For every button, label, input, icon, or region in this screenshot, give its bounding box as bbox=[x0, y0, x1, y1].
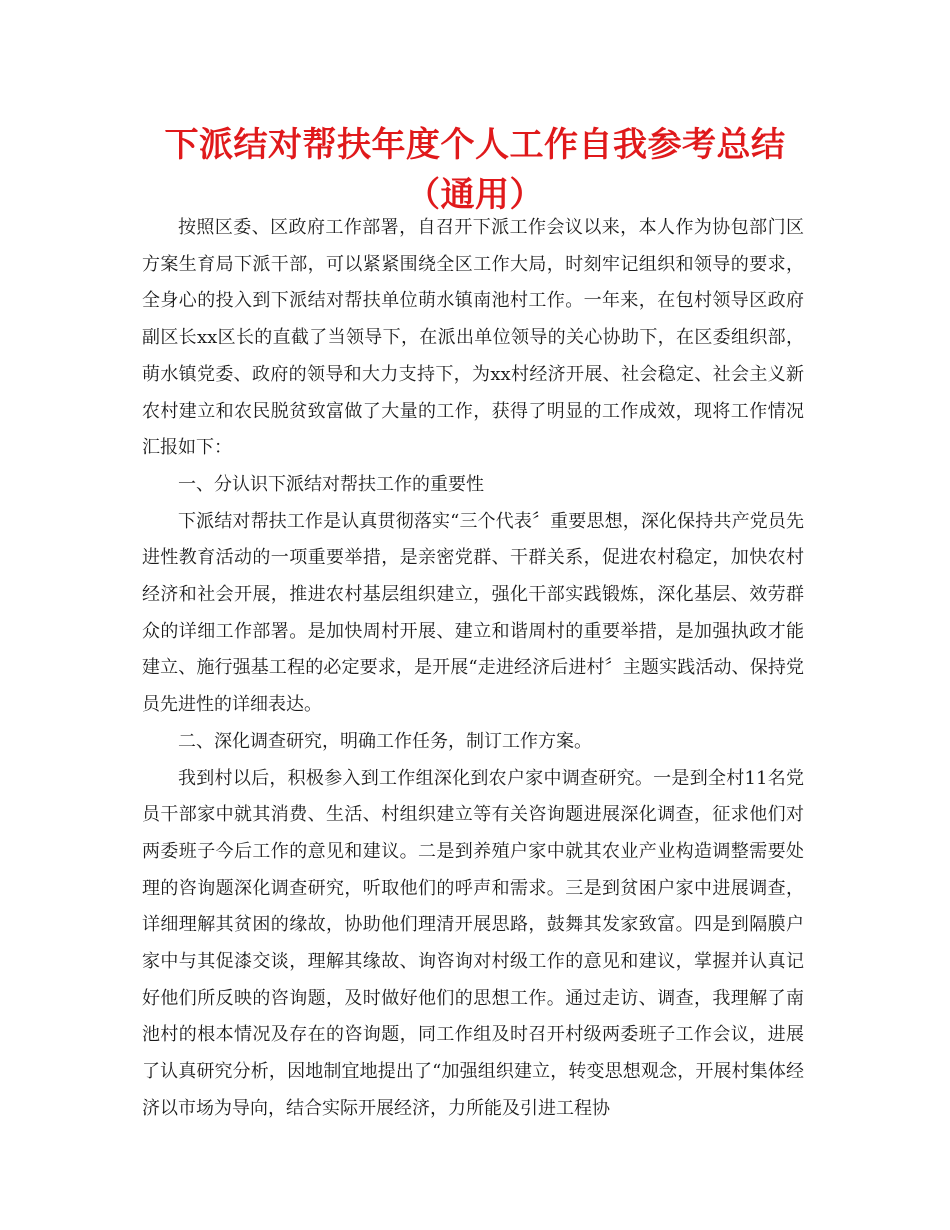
document-title: 下派结对帮扶年度个人工作自我参考总结（通用） bbox=[164, 125, 786, 215]
paragraph-section-1: 下派结对帮扶工作是认真贯彻落实“三个代表〞重要思想，深化保持共产党员先进性教育活动的一项重要举措，是亲密党群、干群关系，促进农村稳定，加快农村经济和社会开展，推进农村基层组织建立，强化干部实践锻炼，深化基层、效劳群众的详细工作部署。是加快周村开展、建立和谐周村的重要举措，是加强执政才能建立、施行强基工程的必定要求，是开展“走进经济后进村〞主题实践活动、保持党员先进性的详细表达。 bbox=[142, 510, 804, 716]
paragraph-section-2: 我到村以后，积极参入到工作组深化到农户家中调查研究。一是到全村11名党员干部家中就其消费、生活、村组织建立等有关咨询题进展深化调查，征求他们对两委班子今后工作的意见和建议。二是到养殖户家中就其农业产业构造调整需要处理的咨询题深化调查研究，听取他们的呼声和需求。三是到贫困户家中进展调查，详细理解其贫困的缘故，协助他们理清开展思路，鼓舞其发家致富。四是到隔膜户家中与其促漆交谈，理解其缘故、询咨询对村级工作的意见和建议，掌握并认真记好他们所反映的咨询题，及时做好他们的思想工作。通过走访、调查，我理解了南池村的根本情况及存在的咨询题，同工作组及时召开村级两委班子工作会议，进展了认真研究分析，因地制宜地提出了“加强组织建立，转变思想观念，开展村集体经济以市场为导向，结合实际开展经济，力所能及引进工程协 bbox=[142, 767, 804, 1119]
document-body bbox=[142, 210, 804, 1128]
section-heading-1: 一、分认识下派结对帮扶工作的重要性 bbox=[178, 473, 484, 495]
paragraph-intro: 按照区委、区政府工作部署，自召开下派工作会议以来，本人作为协包部门区方案生育局下派干部，可以紧紧围绕全区工作大局，时刻牢记组织和领导的要求，全身心的投入到下派结对帮扶单位萌水镇南池村工作。一年来，在包村领导区政府副区长xx区长的直截了当领导下，在派出单位领导的关心协助下，在区委组织部，萌水镇党委、政府的领导和大力支持下，为xx村经济开展、社会稳定、社会主义新农村建立和农民脱贫致富做了大量的工作，获得了明显的工作成效，现将工作情况汇报如下： bbox=[142, 217, 804, 459]
section-heading-2: 二、深化调查研究，明确工作任务，制订工作方案。 bbox=[178, 730, 592, 752]
